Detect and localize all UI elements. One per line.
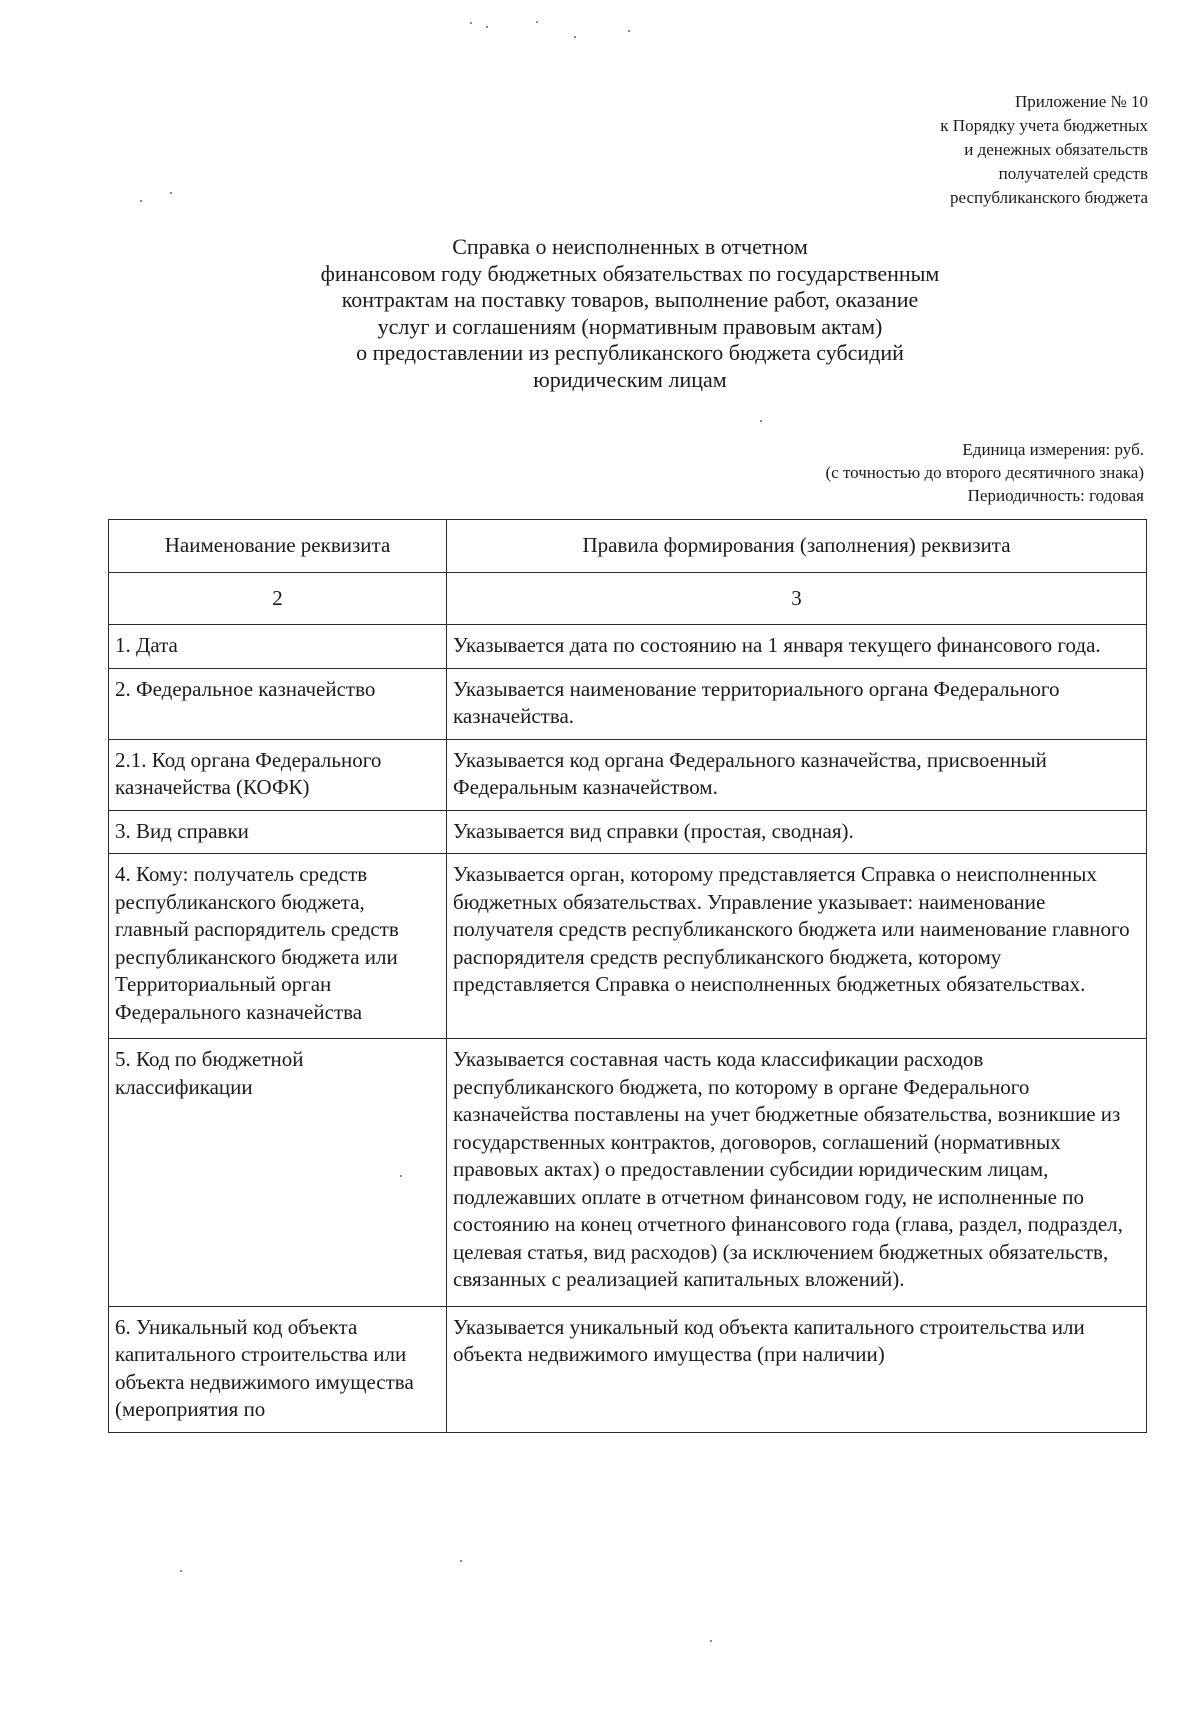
table-row: [109, 810, 1147, 854]
scan-speck: [628, 30, 630, 32]
requisite-rule: Указывается орган, которому представляется Справка о неисполненных бюджетных обязательствах. Управление указывает: наименование получателя средств республиканского бюджета или наименование главного распорядителя средств республиканского бюджета, которому представляется Справка о неисполненных бюджетных обязательствах.: [447, 854, 1147, 1039]
requisite-rule: Указывается дата по состоянию на 1 января текущего финансового года.: [447, 625, 1147, 669]
requisite-name: 2.1. Код органа Федерального казначейства (КОФК): [109, 739, 447, 810]
appendix-line: к Порядку учета бюджетных: [940, 116, 1148, 135]
scan-speck: [486, 26, 488, 28]
header-fill-rules: Правила формирования (заполнения) реквизита: [447, 520, 1147, 573]
requisite-name: 6. Уникальный код объекта капитального строительства или объекта недвижимого имущества (мероприятия по: [109, 1306, 447, 1432]
column-number-row: [109, 572, 1147, 625]
requisite-name: 2. Федеральное казначейство: [109, 668, 447, 739]
title-line: контрактам на поставку товаров, выполнение работ, оказание: [341, 287, 919, 312]
scan-speck: [140, 200, 142, 202]
title-line: услуг и соглашениям (нормативным правовым актам): [377, 313, 883, 339]
scan-speck: [400, 1175, 402, 1177]
appendix-reference: [940, 90, 1148, 210]
title-line: Справка о неисполненных в отчетном: [452, 234, 808, 259]
title-line: финансовом году бюджетных обязательствах по государственным: [320, 260, 940, 286]
scan-speck: [574, 36, 576, 38]
units-block: [825, 438, 1144, 507]
precision-note: (с точностью до второго десятичного знака): [825, 463, 1144, 482]
table-row: [109, 1306, 1147, 1432]
unit-of-measure: Единица измерения: руб.: [962, 440, 1144, 459]
document-title: [200, 234, 1060, 393]
table-header-row: [109, 520, 1147, 573]
requisite-rule: Указывается код органа Федерального казначейства, присвоенный Федеральным казначейством.: [447, 739, 1147, 810]
column-number: 3: [447, 572, 1147, 625]
scan-speck: [760, 420, 762, 422]
title-line: юридическим лицам: [533, 366, 727, 392]
scan-speck: [536, 21, 538, 23]
table-row: [109, 625, 1147, 669]
header-requisite-name: Наименование реквизита: [109, 520, 447, 573]
requisite-name: 3. Вид справки: [109, 810, 447, 854]
scan-speck: [710, 1640, 712, 1642]
scan-speck: [460, 1560, 462, 1562]
requisite-name: 5. Код по бюджетной классификации: [109, 1039, 447, 1307]
scan-speck: [170, 192, 172, 194]
table-row: [109, 1039, 1147, 1307]
requisites-table: [108, 519, 1147, 1433]
appendix-line: получателей средств: [998, 164, 1148, 183]
requisite-rule: Указывается наименование территориального органа Федерального казначейства.: [447, 668, 1147, 739]
requisite-name: 4. Кому: получатель средств республиканского бюджета, главный распорядитель средств республиканского бюджета или Территориальный орган Федерального казначейства: [109, 854, 447, 1039]
title-line: о предоставлении из республиканского бюджета субсидий: [356, 340, 904, 365]
appendix-line: Приложение № 10: [1015, 92, 1148, 111]
appendix-line: республиканского бюджета: [950, 188, 1148, 207]
requisite-rule: Указывается вид справки (простая, сводная).: [447, 810, 1147, 854]
requisite-rule: Указывается уникальный код объекта капитального строительства или объекта недвижимого имущества (при наличии): [447, 1306, 1147, 1432]
column-number: 2: [109, 572, 447, 625]
scan-speck: [180, 1570, 182, 1572]
periodicity: Периодичность: годовая: [967, 486, 1144, 505]
table-row: [109, 668, 1147, 739]
table-row: [109, 739, 1147, 810]
scan-speck: [470, 22, 472, 24]
table-row: [109, 854, 1147, 1039]
appendix-line: и денежных обязательств: [964, 140, 1148, 159]
requisite-rule: Указывается составная часть кода классификации расходов республиканского бюджета, по которому в органе Федерального казначейства поставлены на учет бюджетные обязательства, возникшие из государственных контрактов, договоров, соглашений (нормативных правовых актах) о предоставлении субсидии юридическим лицам, подлежавших оплате в отчетном финансовом году, не исполненные по состоянию на конец отчетного финансового года (глава, раздел, подраздел, целевая статья, вид расходов) (за исключением бюджетных обязательств, связанных с реализацией капитальных вложений).: [447, 1039, 1147, 1307]
requisite-name: 1. Дата: [109, 625, 447, 669]
